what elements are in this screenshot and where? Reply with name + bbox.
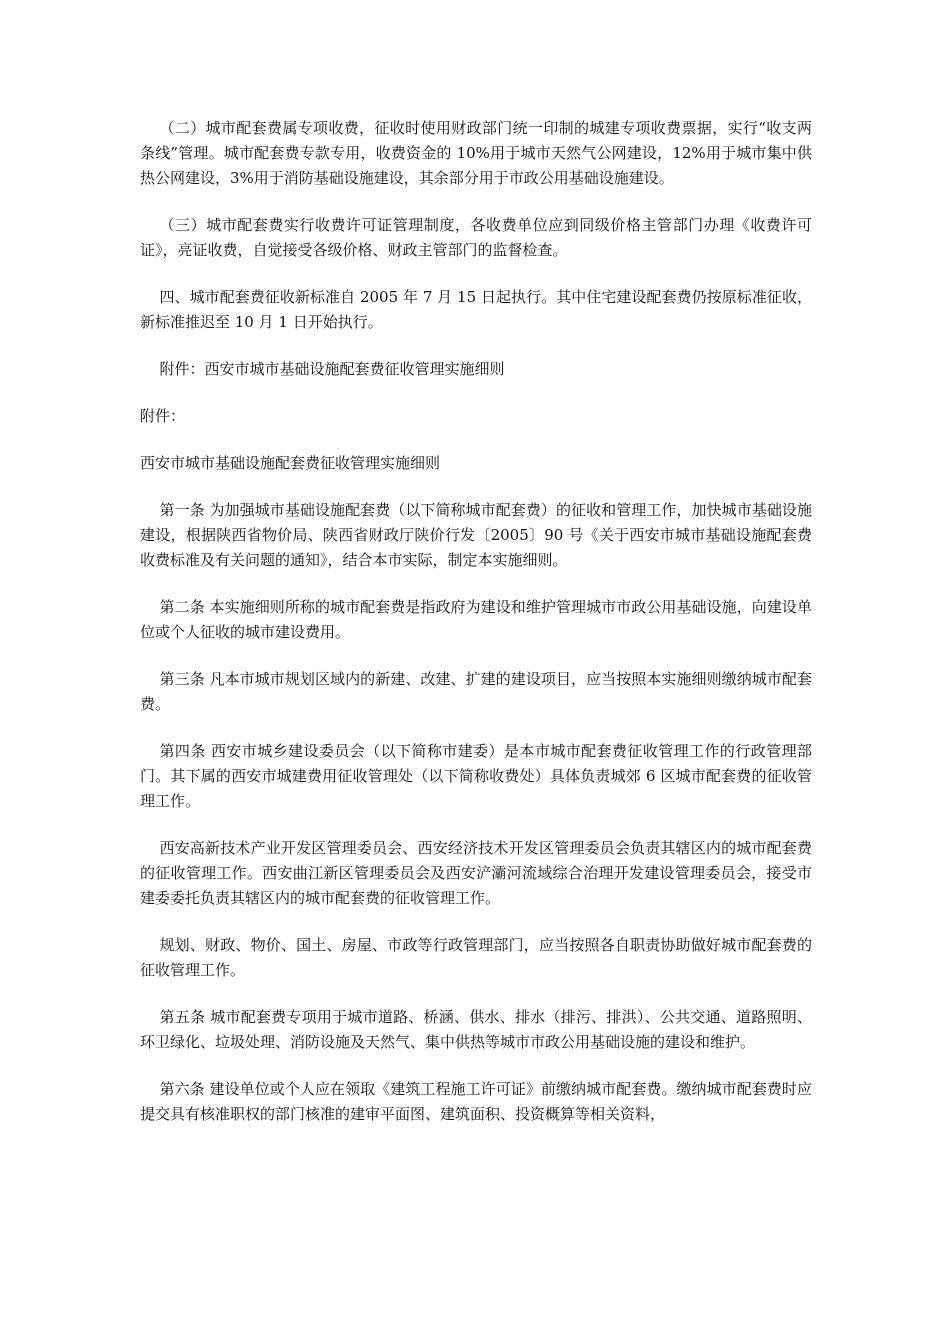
- attachment-reference: 附件：西安市城市基础设施配套费征收管理实施细则: [159, 360, 505, 378]
- article-5: 第五条 城市配套费专项用于城市道路、桥涵、供水、排水（排污、排洪）、公共交通、道路照明、环卫绿化、垃圾处理、消防设施及天然气、集中供热等城市市政公用基础设施的建设和维护。: [140, 1008, 812, 1051]
- article-6: 第六条 建设单位或个人应在领取《建筑工程施工许可证》前缴纳城市配套费。缴纳城市配套费时应提交具有核准职权的部门核准的建审平面图、建筑面积、投资概算等相关资料，: [140, 1080, 812, 1123]
- article-2: 第二条 本实施细则所称的城市配套费是指政府为建设和维护管理城市市政公用基础设施，向建设单位或个人征收的城市建设费用。: [140, 598, 812, 641]
- article-4-paragraph-2: 西安高新技术产业开发区管理委员会、西安经济技术开发区管理委员会负责其辖区内的城市配套费的征收管理工作。西安曲江新区管理委员会及西安浐灞河流域综合治理开发建设管理委员会，接受市建委委托负责其辖区内的城市配套费的征收管理工作。: [140, 839, 812, 907]
- paragraph-item-2: （二）城市配套费属专项收费，征收时使用财政部门统一印制的城建专项收费票据，实行“收支两条线”管理。城市配套费专款专用，收费资金的 10%用于城市天然气公网建设，12%用于城市集中供热公网建设，3%用于消防基础设施建设，其余部分用于市政公用基础设施建设。: [140, 119, 812, 187]
- document-body: [140, 116, 812, 1149]
- attachment-label: 附件：: [140, 407, 186, 425]
- paragraph-item-3: （三）城市配套费实行收费许可证管理制度，各收费单位应到同级价格主管部门办理《收费许可证》，亮证收费，自觉接受各级价格、财政主管部门的监督检查。: [140, 216, 812, 259]
- article-1: 第一条 为加强城市基础设施配套费（以下简称城市配套费）的征收和管理工作，加快城市基础设施建设，根据陕西省物价局、陕西省财政厅陕价行发〔2005〕90 号《关于西安市城市基础设施配套费收费标准及有关问题的通知》，结合本市实际，制定本实施细则。: [140, 501, 812, 569]
- article-4: 第四条 西安市城乡建设委员会（以下简称市建委）是本市城市配套费征收管理工作的行政管理部门。其下属的西安市城建费用征收管理处（以下简称收费处）具体负责城郊 6 区城市配套费的征收管理工作。: [140, 742, 812, 810]
- article-4-paragraph-3: 规划、财政、物价、国土、房屋、市政等行政管理部门，应当按照各自职责协助做好城市配套费的征收管理工作。: [140, 936, 812, 979]
- attachment-title: 西安市城市基础设施配套费征收管理实施细则: [140, 454, 441, 472]
- paragraph-section-4: 四、城市配套费征收新标准自 2005 年 7 月 15 日起执行。其中住宅建设配套费仍按原标准征收，新标准推迟至 10 月 1 日开始执行。: [140, 288, 812, 331]
- article-3: 第三条 凡本市城市规划区域内的新建、改建、扩建的建设项目，应当按照本实施细则缴纳城市配套费。: [140, 670, 812, 713]
